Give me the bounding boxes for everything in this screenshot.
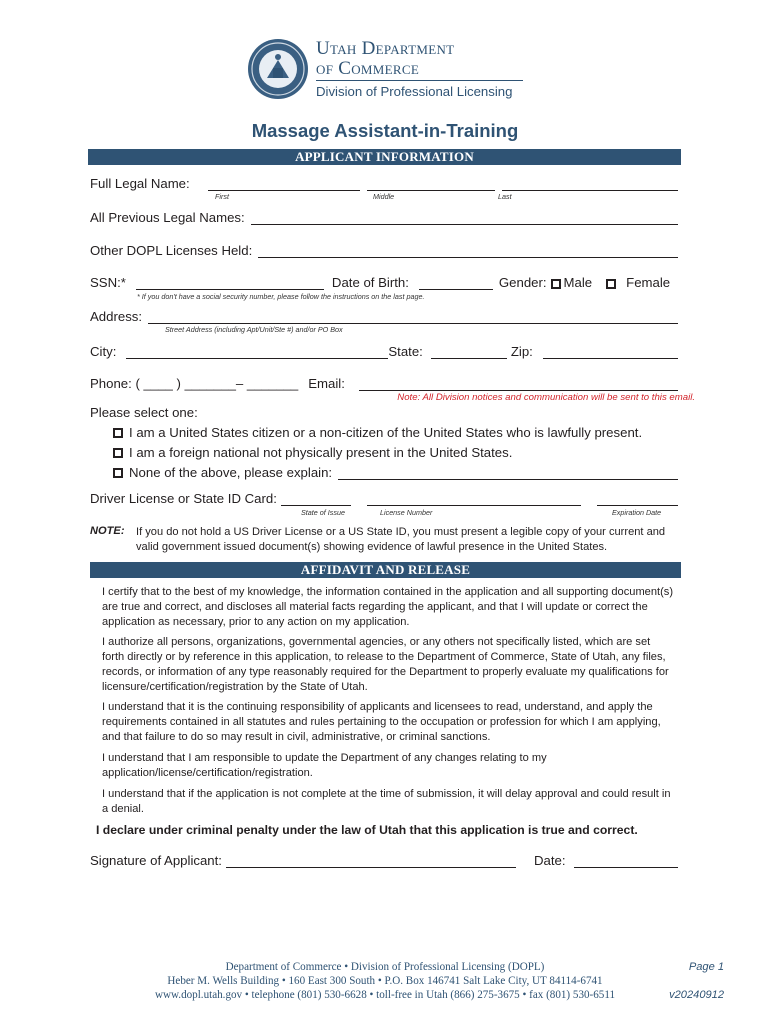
signature-date-field[interactable] bbox=[574, 855, 679, 868]
footer-line-2: Heber M. Wells Building • 160 East 300 South • P.O. Box 146741 Salt Lake City, UT 84114-6741 bbox=[167, 975, 603, 987]
city-label: City: bbox=[90, 344, 117, 359]
please-select-label: Please select one: bbox=[90, 405, 198, 420]
signature-row bbox=[90, 853, 678, 868]
affidavit-paragraph-1: I certify that to the best of my knowledge, the information contained in the application and all supporting document(s) are true and correct, and discloses all material facts regarding the applicant, and that I will update or correct the application as necessary, prior to any action on my application. bbox=[102, 586, 674, 628]
ssn-note: * If you don't have a social security number, please follow the instructions on the last page. bbox=[137, 292, 425, 301]
dl-state-field[interactable] bbox=[281, 493, 351, 506]
female-checkbox[interactable] bbox=[606, 279, 616, 289]
none-label: None of the above, please explain: bbox=[129, 465, 333, 480]
previous-names-row bbox=[90, 210, 678, 225]
division-name: Division of Professional Licensing bbox=[316, 84, 513, 99]
footer-line-3: www.dopl.utah.gov • telephone (801) 530-6628 • toll-free in Utah (866) 275-3675 • fax (801) 530-6511 bbox=[154, 989, 616, 1001]
section-band-affidavit: AFFIDAVIT AND RELEASE bbox=[90, 562, 681, 578]
form-version: v20240912 bbox=[669, 989, 724, 1001]
none-explain-field[interactable] bbox=[338, 467, 678, 480]
previous-names-label: All Previous Legal Names: bbox=[90, 210, 245, 225]
affidavit-paragraph-3: I understand that it is the continuing responsibility of applicants and licensees to read, understand, and apply the requirements contained in all statutes and rules pertaining to the occupation or profession for which I am applying, and that failure to do so may result in civil, administrative, or criminal sanctions. bbox=[102, 701, 661, 743]
dob-field[interactable] bbox=[419, 277, 493, 290]
foreign-checkbox[interactable] bbox=[113, 448, 123, 458]
gender-label: Gender: bbox=[498, 275, 547, 290]
full-legal-name-row bbox=[90, 176, 678, 191]
dl-expiration-caption: Expiration Date bbox=[612, 508, 662, 517]
declaration-statement: I declare under criminal penalty under the law of Utah that this application is true and correct. bbox=[96, 823, 638, 837]
option-none bbox=[113, 465, 678, 480]
affidavit-paragraph-2: I authorize all persons, organizations, governmental agencies, or any others not specifically listed, which are set forth directly or by reference in this application, to release to the Department of Commerce, State of Utah, any files, records, or information of any type reasonably required for the Department to properly evaluate my qualifications for licensure/certification/registration by the State of Utah. bbox=[102, 636, 669, 693]
address-caption: Street Address (including Apt/Unit/Ste #) and/or PO Box bbox=[165, 325, 343, 334]
zip-field[interactable] bbox=[543, 346, 678, 359]
note-label: NOTE: bbox=[90, 525, 125, 537]
city-row bbox=[90, 344, 678, 359]
dob-label: Date of Birth: bbox=[331, 275, 409, 290]
email-field[interactable] bbox=[359, 378, 678, 391]
first-name-field[interactable] bbox=[208, 178, 360, 191]
state-label: State: bbox=[388, 344, 423, 359]
phone-row bbox=[90, 376, 678, 391]
ssn-row bbox=[90, 275, 678, 290]
full-legal-name-label: Full Legal Name: bbox=[90, 176, 190, 191]
last-name-field[interactable] bbox=[502, 178, 678, 191]
address-label: Address: bbox=[90, 309, 143, 324]
last-name-caption: Last bbox=[498, 192, 512, 201]
signature-label: Signature of Applicant: bbox=[90, 853, 222, 868]
option-foreign bbox=[113, 445, 512, 460]
ssn-label: SSN:* bbox=[90, 275, 126, 290]
agency-name-line2: of Commerce bbox=[316, 58, 420, 79]
citizen-checkbox[interactable] bbox=[113, 428, 123, 438]
email-label: Email: bbox=[308, 376, 345, 391]
citizen-label: I am a United States citizen or a non-citizen of the United States who is lawfully present. bbox=[129, 425, 643, 440]
previous-names-field[interactable] bbox=[251, 212, 678, 225]
other-licenses-row bbox=[90, 243, 678, 258]
date-label: Date: bbox=[533, 853, 566, 868]
other-licenses-field[interactable] bbox=[258, 245, 678, 258]
email-note: Note: All Division notices and communication will be sent to this email. bbox=[397, 392, 695, 403]
affidavit-paragraph-5: I understand that if the application is not complete at the time of submission, it will delay approval and could result in a denial. bbox=[102, 788, 671, 815]
middle-name-field[interactable] bbox=[367, 178, 495, 191]
affidavit-paragraph-4: I understand that I am responsible to update the Department of any changes relating to my application/license/certification/registration. bbox=[102, 752, 547, 779]
driver-license-label: Driver License or State ID Card: bbox=[90, 491, 277, 506]
dl-state-caption: State of Issue bbox=[301, 508, 345, 517]
header-divider bbox=[316, 80, 523, 81]
none-checkbox[interactable] bbox=[113, 468, 123, 478]
foreign-label: I am a foreign national not physically present in the United States. bbox=[129, 445, 513, 460]
city-field[interactable] bbox=[126, 346, 388, 359]
female-label: Female bbox=[626, 275, 671, 290]
dl-number-field[interactable] bbox=[367, 493, 581, 506]
section-band-applicant: APPLICANT INFORMATION bbox=[88, 149, 681, 165]
phone-field[interactable]: Phone: ( ____ ) _______– _______ bbox=[90, 376, 299, 391]
middle-name-caption: Middle bbox=[373, 192, 395, 201]
address-field[interactable] bbox=[148, 311, 678, 324]
driver-license-row bbox=[90, 491, 678, 506]
ssn-field[interactable] bbox=[136, 277, 324, 290]
male-checkbox[interactable] bbox=[551, 279, 561, 289]
footer-line-1: Department of Commerce • Division of Professional Licensing (DOPL) bbox=[225, 961, 545, 973]
address-row bbox=[90, 309, 678, 324]
agency-name-line1: Utah Department bbox=[316, 38, 455, 59]
option-citizen bbox=[113, 425, 642, 440]
utah-seal-logo bbox=[247, 38, 309, 100]
signature-field[interactable] bbox=[226, 855, 516, 868]
other-licenses-label: Other DOPL Licenses Held: bbox=[90, 243, 253, 258]
dl-number-caption: License Number bbox=[380, 508, 433, 517]
male-label: Male bbox=[563, 275, 593, 290]
page-number: Page 1 bbox=[688, 961, 724, 973]
zip-label: Zip: bbox=[510, 344, 533, 359]
state-field[interactable] bbox=[431, 346, 507, 359]
note-text: If you do not hold a US Driver License or a US State ID, you must present a legible copy of your current and valid government issued document(s) showing evidence of lawful presence in the United States. bbox=[136, 526, 666, 553]
first-name-caption: First bbox=[215, 192, 229, 201]
form-title: Massage Assistant-in-Training bbox=[251, 120, 519, 141]
dl-expiration-field[interactable] bbox=[597, 493, 678, 506]
